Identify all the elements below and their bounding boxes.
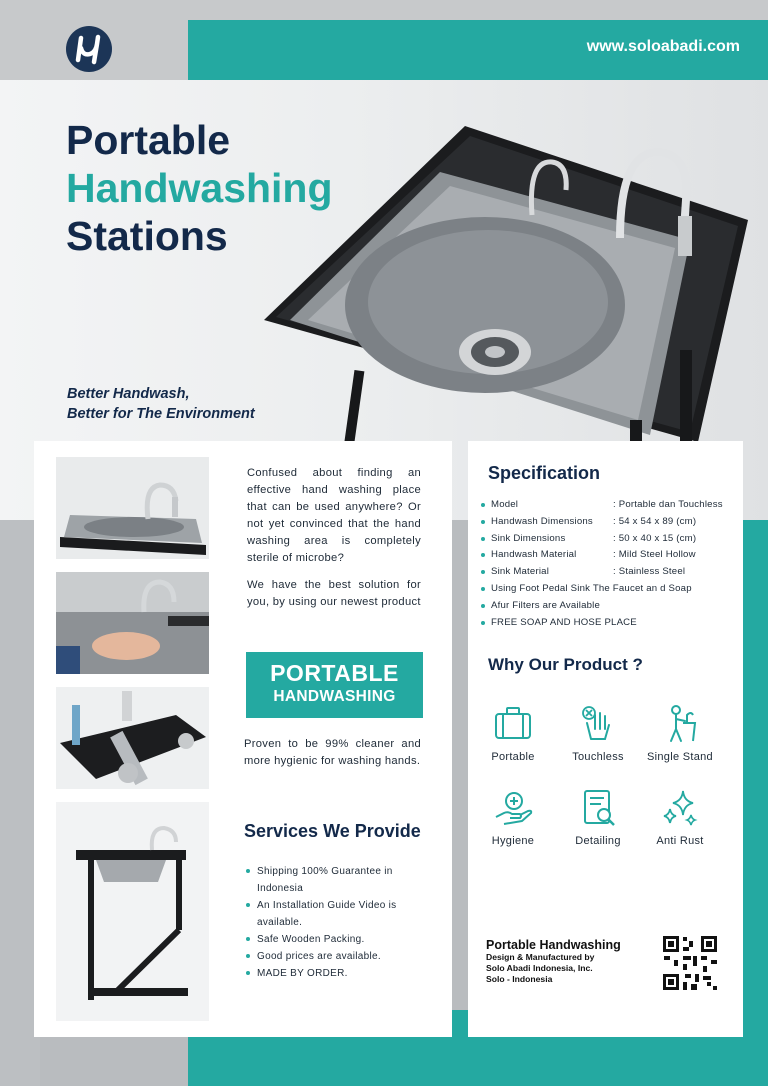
maker-product: Portable Handwashing [486, 938, 621, 952]
spec-label: Sink Material [491, 566, 550, 578]
feature-label: Detailing [575, 835, 621, 847]
spec-value: : 54 x 54 x 89 (cm) [613, 515, 697, 527]
list-item: Safe Wooden Packing. [246, 931, 426, 948]
spec-row [481, 514, 743, 531]
suitcase-icon [492, 703, 534, 745]
intro-text [247, 465, 421, 621]
spec-row [481, 547, 743, 564]
title-line-3: Stations [66, 213, 228, 259]
feature-detailing [556, 787, 640, 847]
feature-label: Anti Rust [656, 835, 704, 847]
intro-paragraph-1: Confused about finding an effective hand washing place that can be used anywhere? Or not yet convinced that the hand washing area is completely sterile of microbe? [247, 467, 421, 564]
feature-hygiene [471, 787, 555, 847]
spec-row [481, 497, 743, 514]
spec-note: Afur Filters are Available [481, 598, 743, 615]
photo-touchless-faucet [56, 572, 209, 674]
top-grey-strip [188, 0, 768, 20]
feature-touchless [556, 703, 640, 763]
qr-code-icon[interactable] [662, 935, 718, 991]
spec-label: Sink Dimensions [491, 532, 566, 544]
title-line-2: Handwashing [66, 165, 333, 211]
website-url[interactable]: www.soloabadi.com [586, 38, 740, 55]
maker-line-3: Solo - Indonesia [486, 974, 553, 984]
tagline [67, 384, 255, 424]
feature-label: Portable [491, 751, 535, 763]
spec-label: Handwash Dimensions [491, 515, 593, 527]
badge-line-2: HANDWASHING [273, 688, 396, 705]
product-badge [246, 652, 423, 718]
spec-row [481, 531, 743, 548]
services-heading: Services We Provide [244, 821, 421, 841]
title-line-1: Portable [66, 117, 231, 163]
feature-anti-rust [638, 787, 722, 847]
specification-list [481, 497, 743, 631]
spec-note: Using Foot Pedal Sink The Faucet an d Soap [481, 581, 743, 598]
tagline-line-2: Better for The Environment [67, 406, 255, 422]
specification-heading: Specification [488, 463, 601, 483]
list-item: MADE BY ORDER. [246, 965, 426, 982]
touchless-hand-icon [577, 703, 619, 745]
intro-paragraph-2: We have the best solution for you, by using our newest product [247, 579, 421, 608]
list-item: An Installation Guide Video is available. [246, 897, 426, 931]
photo-sink-top-view [56, 457, 209, 559]
services-list [246, 863, 426, 982]
why-heading: Why Our Product ? [488, 655, 643, 674]
badge-line-1: PORTABLE [270, 660, 399, 686]
maker-line-2: Solo Abadi Indonesia, Inc. [486, 963, 593, 973]
proven-claim: Proven to be 99% cleaner and more hygienic for washing hands. [244, 738, 421, 767]
person-at-sink-icon [659, 703, 701, 745]
right-teal-band [742, 520, 768, 1010]
spec-value: : 50 x 40 x 15 (cm) [613, 532, 697, 544]
feature-label: Hygiene [491, 835, 535, 847]
hand-plus-icon [492, 787, 534, 829]
feature-portable [471, 703, 555, 763]
document-search-icon [577, 787, 619, 829]
right-content-panel [468, 441, 743, 1037]
spec-value: : Stainless Steel [613, 566, 686, 578]
photo-foot-pedal [56, 687, 209, 789]
photo-full-stand [56, 802, 209, 1021]
maker-line-1: Design & Manufactured by [486, 952, 595, 962]
feature-label: Touchless [572, 751, 624, 763]
list-item: Shipping 100% Guarantee in Indonesia [246, 863, 426, 897]
brand-logo [66, 26, 112, 72]
spec-row [481, 564, 743, 581]
spec-value: : Portable dan Touchless [613, 499, 723, 510]
sparkle-icon [659, 787, 701, 829]
feature-label: Single Stand [647, 751, 713, 763]
manufacturer-info [486, 938, 621, 985]
spec-label: Model [491, 499, 519, 510]
tagline-line-1: Better Handwash, [67, 386, 190, 402]
spec-value: : Mild Steel Hollow [613, 549, 696, 561]
list-item: Good prices are available. [246, 948, 426, 965]
brand-logo-icon [66, 26, 112, 72]
feature-single-stand [638, 703, 722, 763]
spec-label: Handwash Material [491, 549, 577, 561]
spec-note: FREE SOAP AND HOSE PLACE [481, 615, 743, 632]
left-content-panel [34, 441, 452, 1037]
